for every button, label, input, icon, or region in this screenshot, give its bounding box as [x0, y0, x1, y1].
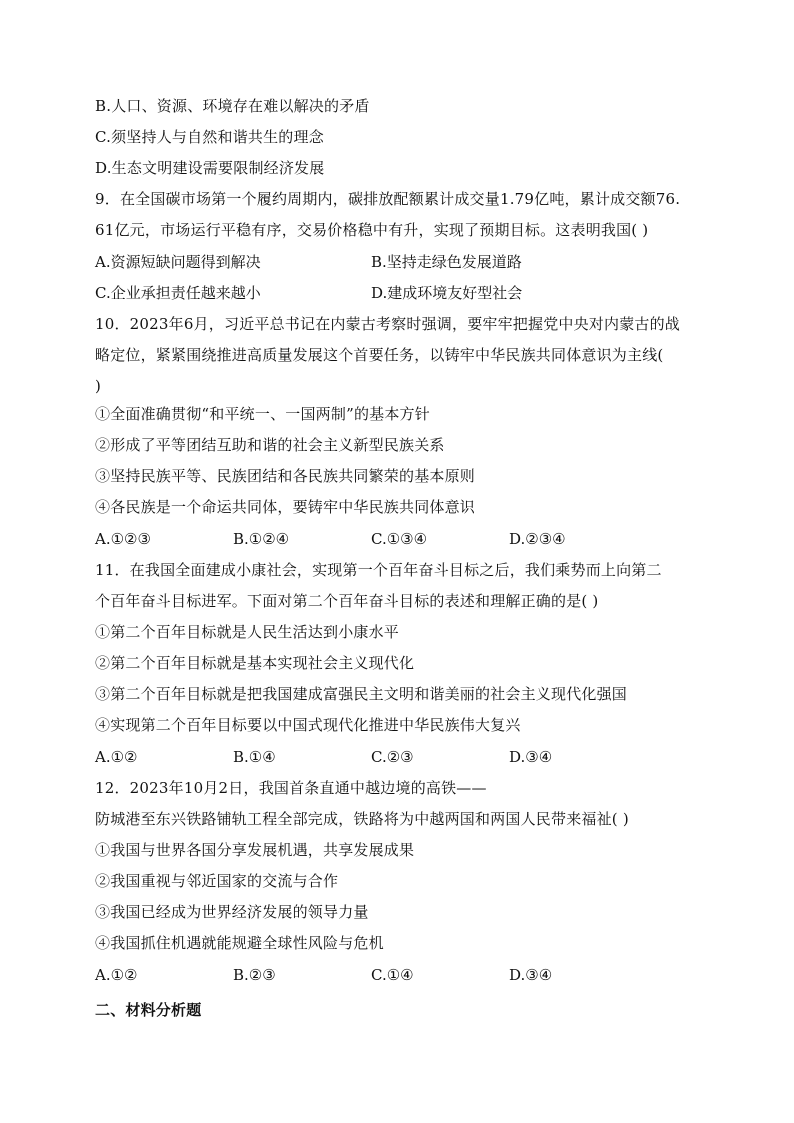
- q12-statement-2: ②我国重视与邻近国家的交流与合作: [95, 872, 339, 890]
- q12-option-c: C.①④: [371, 966, 414, 984]
- q11-statement-3: ③第二个百年目标就是把我国建成富强民主文明和谐美丽的社会主义现代化强国: [95, 685, 628, 703]
- q11-stem-line1: 11．在我国全面建成小康社会，实现第一个百年奋斗目标之后，我们乘势而上向第二: [95, 561, 662, 579]
- q11-option-a: A.①②: [95, 748, 138, 766]
- q9-option-d: D.建成环境友好型社会: [371, 284, 523, 302]
- q9-stem-line2: 61亿元，市场运行平稳有序，交易价格稳中有升，实现了预期目标。这表明我国( ): [95, 221, 649, 239]
- q8-option-d: D.生态文明建设需要限制经济发展: [95, 159, 325, 177]
- q12-statement-1: ①我国与世界各国分享发展机遇，共享发展成果: [95, 841, 415, 859]
- q12-option-b: B.②③: [233, 966, 276, 984]
- q12-stem-line2: 防城港至东兴铁路铺轨工程全部完成，铁路将为中越两国和两国人民带来福祉( ): [95, 810, 629, 828]
- q10-option-c: C.①③④: [371, 530, 428, 548]
- q10-stem-line2: 略定位，紧紧围绕推进高质量发展这个首要任务，以铸牢中华民族共同体意识为主线(: [95, 346, 664, 364]
- q10-statement-2: ②形成了平等团结互助和谐的社会主义新型民族关系: [95, 436, 445, 454]
- q12-statement-3: ③我国已经成为世界经济发展的领导力量: [95, 903, 369, 921]
- q9-option-b: B.坚持走绿色发展道路: [371, 253, 522, 271]
- q10-stem-line3: ): [95, 377, 102, 395]
- q12-option-a: A.①②: [95, 966, 138, 984]
- q11-statement-2: ②第二个百年目标就是基本实现社会主义现代化: [95, 654, 415, 672]
- q10-option-b: B.①②④: [233, 530, 290, 548]
- q10-statement-4: ④各民族是一个命运共同体，要铸牢中华民族共同体意识: [95, 498, 476, 516]
- q8-option-b: B.人口、资源、环境存在难以解决的矛盾: [95, 97, 370, 115]
- q10-statement-3: ③坚持民族平等、民族团结和各民族共同繁荣的基本原则: [95, 467, 476, 485]
- q9-option-c: C.企业承担责任越来越小: [95, 284, 261, 302]
- q11-option-c: C.②③: [371, 748, 414, 766]
- q11-option-d: D.③④: [509, 748, 553, 766]
- q8-option-c: C.须坚持人与自然和谐共生的理念: [95, 128, 324, 146]
- q12-option-d: D.③④: [509, 966, 553, 984]
- q12-stem-line1: 12．2023年10月2日，我国首条直通中越边境的高铁——: [95, 779, 487, 797]
- section-heading: 二、材料分析题: [95, 1001, 202, 1019]
- q11-option-b: B.①④: [233, 748, 276, 766]
- q10-statement-1: ①全面准确贯彻“和平统一、一国两制”的基本方针: [95, 405, 430, 423]
- q10-option-a: A.①②③: [95, 530, 151, 548]
- q12-statement-4: ④我国抓住机遇就能规避全球性风险与危机: [95, 934, 384, 952]
- q11-statement-4: ④实现第二个百年目标要以中国式现代化推进中华民族伟大复兴: [95, 716, 521, 734]
- q11-statement-1: ①第二个百年目标就是人民生活达到小康水平: [95, 623, 400, 641]
- q9-stem-line1: 9．在全国碳市场第一个履约周期内，碳排放配额累计成交量1.79亿吨，累计成交额76.: [95, 190, 681, 208]
- q10-option-d: D.②③④: [509, 530, 566, 548]
- q9-option-a: A.资源短缺问题得到解决: [95, 253, 261, 271]
- q11-stem-line2: 个百年奋斗目标进军。下面对第二个百年奋斗目标的表述和理解正确的是( ): [95, 592, 599, 610]
- q10-stem-line1: 10．2023年6月，习近平总书记在内蒙古考察时强调，要牢牢把握党中央对内蒙古的战: [95, 315, 681, 333]
